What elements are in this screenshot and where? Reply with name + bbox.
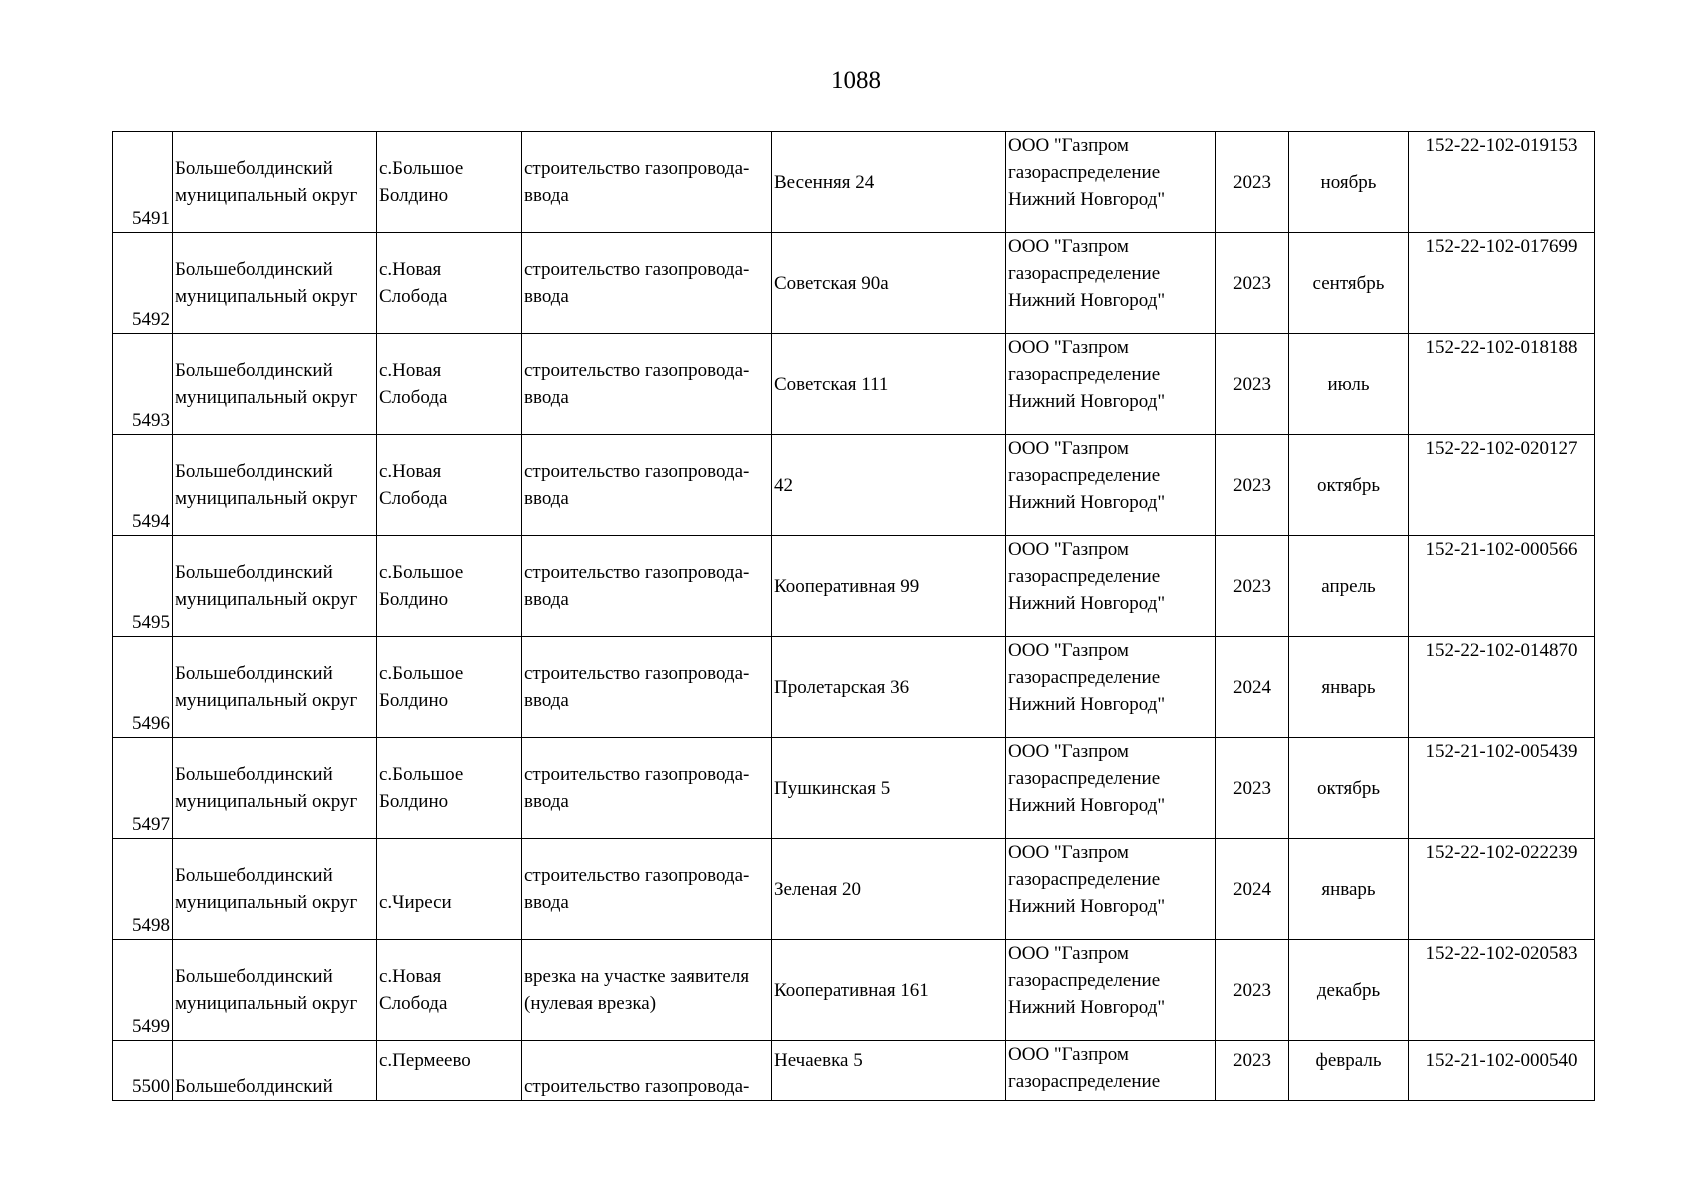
cell-line: Большеболдинский (175, 865, 333, 886)
month-cell (1289, 435, 1409, 536)
organization-cell (1006, 1041, 1216, 1101)
application-code-cell (1409, 435, 1595, 536)
table-row (113, 536, 1595, 637)
address-cell (772, 334, 1006, 435)
cell-line: Нижний Новгород" (1008, 694, 1166, 715)
cell-text: 2023 (1233, 171, 1271, 193)
work-type-cell (522, 536, 772, 637)
settlement-cell (377, 334, 522, 435)
district-cell (173, 132, 377, 233)
cell-line: ввода (524, 589, 569, 610)
cell-line: газораспределение (1008, 667, 1161, 688)
year-cell (1216, 637, 1289, 738)
address-cell (772, 233, 1006, 334)
cell-text: сентябрь (1312, 272, 1385, 294)
settlement-cell (377, 132, 522, 233)
cell-text: 2023 (1233, 1050, 1271, 1071)
cell-text: декабрь (1316, 979, 1381, 1001)
month-cell (1289, 334, 1409, 435)
cell-line: Большеболдинский (175, 259, 333, 280)
cell-text: 152-22-102-019153 (1425, 135, 1578, 156)
cell-line: Нижний Новгород" (1008, 189, 1166, 210)
cell-line: муниципальный округ (175, 993, 358, 1014)
cell-line: строительство газопровода- (524, 461, 750, 482)
month-cell (1289, 132, 1409, 233)
row-number (113, 1041, 173, 1101)
cell-line: газораспределение (1008, 162, 1161, 183)
row-number (113, 132, 173, 233)
settlement-cell (377, 940, 522, 1041)
cell-line: Болдино (379, 791, 449, 812)
cell-line: Слобода (379, 488, 448, 509)
cell-line: Большеболдинский (175, 663, 333, 684)
cell-text: 152-22-102-018188 (1425, 337, 1578, 358)
cell-line: газораспределение (1008, 364, 1161, 385)
address-cell (772, 536, 1006, 637)
row-number (113, 334, 173, 435)
cell-text: 5500 (132, 1076, 170, 1097)
work-type-cell (522, 435, 772, 536)
cell-text: 2023 (1233, 575, 1271, 597)
cell-line: ввода (524, 286, 569, 307)
cell-text: 5495 (132, 612, 170, 633)
district-cell (173, 435, 377, 536)
cell-line: муниципальный округ (175, 387, 358, 408)
work-type-cell (522, 738, 772, 839)
cell-line: Нижний Новгород" (1008, 492, 1166, 513)
address-cell (772, 940, 1006, 1041)
table-row (113, 738, 1595, 839)
cell-line: ввода (524, 488, 569, 509)
cell-text: ноябрь (1320, 171, 1377, 193)
month-cell (1289, 738, 1409, 839)
cell-line: ввода (524, 185, 569, 206)
cell-line: Нижний Новгород" (1008, 896, 1166, 917)
cell-line: с.Новая (379, 966, 442, 987)
row-number (113, 940, 173, 1041)
cell-line: Слобода (379, 286, 448, 307)
cell-text: 152-21-102-000566 (1425, 539, 1578, 560)
cell-line: с.Новая (379, 259, 442, 280)
organization-cell (1006, 435, 1216, 536)
work-type-cell (522, 1041, 772, 1101)
application-code-cell (1409, 940, 1595, 1041)
cell-text: 5491 (132, 208, 170, 229)
cell-line: строительство газопровода- (524, 865, 750, 886)
cell-text: 2024 (1233, 878, 1271, 900)
row-number (113, 233, 173, 334)
cell-text: 2023 (1233, 777, 1271, 799)
cell-text: октябрь (1316, 474, 1381, 496)
cell-line: с.Большое (379, 663, 464, 684)
cell-text: январь (1321, 878, 1376, 900)
cell-line: с.Пермеево (379, 1050, 471, 1071)
year-cell (1216, 132, 1289, 233)
cell-text: 152-21-102-000540 (1425, 1050, 1578, 1071)
cell-line: строительство газопровода- (524, 360, 750, 381)
cell-line: Болдино (379, 589, 449, 610)
year-cell (1216, 940, 1289, 1041)
application-code-cell (1409, 1041, 1595, 1101)
cell-line: строительство газопровода- (524, 1076, 750, 1097)
cell-text: 152-22-102-014870 (1425, 640, 1578, 661)
cell-text: 5494 (132, 511, 170, 532)
settlement-cell (377, 839, 522, 940)
address-cell (772, 1041, 1006, 1101)
cell-text: Кооперативная 161 (774, 979, 929, 1001)
cell-text: Советская 90а (774, 272, 889, 294)
cell-text: 152-21-102-005439 (1425, 741, 1578, 762)
organization-cell (1006, 132, 1216, 233)
application-code-cell (1409, 536, 1595, 637)
district-cell (173, 334, 377, 435)
settlement-cell (377, 536, 522, 637)
district-cell (173, 839, 377, 940)
cell-line: муниципальный округ (175, 791, 358, 812)
district-cell (173, 637, 377, 738)
cell-text: 152-22-102-020583 (1425, 943, 1578, 964)
cell-line: Нижний Новгород" (1008, 391, 1166, 412)
month-cell (1289, 839, 1409, 940)
cell-line: строительство газопровода- (524, 259, 750, 280)
cell-line: с.Большое (379, 562, 464, 583)
organization-cell (1006, 536, 1216, 637)
cell-line: ООО "Газпром (1008, 741, 1129, 762)
cell-text: апрель (1321, 575, 1376, 597)
cell-line: муниципальный округ (175, 286, 358, 307)
cell-text: Нечаевка 5 (774, 1050, 863, 1071)
cell-line: муниципальный округ (175, 589, 358, 610)
cell-line: муниципальный округ (175, 488, 358, 509)
cell-line: Нижний Новгород" (1008, 593, 1166, 614)
cell-line: Большеболдинский (175, 764, 333, 785)
cell-line: ввода (524, 892, 569, 913)
work-type-cell (522, 940, 772, 1041)
cell-text: 5498 (132, 915, 170, 936)
cell-text: 152-22-102-017699 (1425, 236, 1578, 257)
table-row (113, 637, 1595, 738)
address-cell (772, 132, 1006, 233)
cell-line: ООО "Газпром (1008, 438, 1129, 459)
cell-text: 2024 (1233, 676, 1271, 698)
cell-line: Нижний Новгород" (1008, 290, 1166, 311)
cell-line: Слобода (379, 993, 448, 1014)
data-table (112, 131, 1595, 1101)
organization-cell (1006, 334, 1216, 435)
cell-text: Весенняя 24 (774, 171, 875, 193)
cell-line: с.Большое (379, 764, 464, 785)
settlement-cell (377, 435, 522, 536)
work-type-cell (522, 233, 772, 334)
district-cell (173, 1041, 377, 1101)
application-code-cell (1409, 132, 1595, 233)
month-cell (1289, 233, 1409, 334)
cell-text: 5497 (132, 814, 170, 835)
row-number (113, 637, 173, 738)
cell-line: строительство газопровода- (524, 158, 750, 179)
cell-line: ввода (524, 690, 569, 711)
cell-line: Болдино (379, 690, 449, 711)
cell-line: ввода (524, 387, 569, 408)
cell-line: газораспределение (1008, 869, 1161, 890)
cell-line: ООО "Газпром (1008, 1044, 1129, 1065)
district-cell (173, 940, 377, 1041)
cell-text: Зеленая 20 (774, 878, 861, 900)
page-number: 1088 (831, 67, 881, 94)
cell-line: Большеболдинский (175, 158, 333, 179)
settlement-cell (377, 1041, 522, 1101)
row-number (113, 839, 173, 940)
cell-line: муниципальный округ (175, 690, 358, 711)
address-cell (772, 839, 1006, 940)
address-cell (772, 435, 1006, 536)
settlement-cell (377, 233, 522, 334)
cell-line: с.Большое (379, 158, 464, 179)
work-type-cell (522, 637, 772, 738)
cell-line: строительство газопровода- (524, 764, 750, 785)
cell-line: ввода (524, 791, 569, 812)
cell-line: газораспределение (1008, 566, 1161, 587)
cell-line: Слобода (379, 387, 448, 408)
cell-line: Нижний Новгород" (1008, 795, 1166, 816)
cell-line: ООО "Газпром (1008, 539, 1129, 560)
cell-text: июль (1327, 373, 1370, 395)
cell-line (379, 862, 519, 889)
cell-text: 42 (774, 474, 793, 496)
cell-line: газораспределение (1008, 768, 1161, 789)
cell-line: ООО "Газпром (1008, 640, 1129, 661)
organization-cell (1006, 738, 1216, 839)
cell-line: газораспределение (1008, 970, 1161, 991)
year-cell (1216, 738, 1289, 839)
application-code-cell (1409, 334, 1595, 435)
year-cell (1216, 839, 1289, 940)
row-number (113, 738, 173, 839)
cell-line: с.Чиреси (379, 892, 452, 913)
cell-text: Кооперативная 99 (774, 575, 920, 597)
table-row (113, 940, 1595, 1041)
cell-text: 152-22-102-022239 (1425, 842, 1578, 863)
table-row (113, 334, 1595, 435)
cell-line: строительство газопровода- (524, 562, 750, 583)
cell-line: Болдино (379, 185, 449, 206)
cell-line: ООО "Газпром (1008, 337, 1129, 358)
cell-text: январь (1321, 676, 1376, 698)
year-cell (1216, 334, 1289, 435)
organization-cell (1006, 637, 1216, 738)
cell-line: газораспределение (1008, 1071, 1161, 1092)
table-row (113, 435, 1595, 536)
cell-line: газораспределение (1008, 263, 1161, 284)
cell-line: с.Новая (379, 360, 442, 381)
work-type-cell (522, 839, 772, 940)
month-cell (1289, 940, 1409, 1041)
table-row (113, 233, 1595, 334)
district-cell (173, 233, 377, 334)
district-cell (173, 536, 377, 637)
work-type-cell (522, 132, 772, 233)
cell-line: (нулевая врезка) (524, 993, 657, 1014)
row-number (113, 435, 173, 536)
cell-text: февраль (1315, 1050, 1382, 1071)
cell-text: 2023 (1233, 272, 1271, 294)
year-cell (1216, 233, 1289, 334)
cell-line: ООО "Газпром (1008, 842, 1129, 863)
table-row (113, 839, 1595, 940)
cell-text: 2023 (1233, 373, 1271, 395)
month-cell (1289, 1041, 1409, 1101)
district-cell (173, 738, 377, 839)
cell-text: 5492 (132, 309, 170, 330)
organization-cell (1006, 839, 1216, 940)
month-cell (1289, 637, 1409, 738)
cell-text: 5499 (132, 1016, 170, 1037)
table-body (113, 132, 1595, 1101)
month-cell (1289, 536, 1409, 637)
cell-text: Пролетарская 36 (774, 676, 910, 698)
table-row (113, 132, 1595, 233)
table-row (113, 1041, 1595, 1101)
cell-line: ООО "Газпром (1008, 943, 1129, 964)
settlement-cell (377, 738, 522, 839)
cell-line: муниципальный округ (175, 185, 358, 206)
application-code-cell (1409, 738, 1595, 839)
organization-cell (1006, 233, 1216, 334)
cell-line: Большеболдинский (175, 562, 333, 583)
cell-line: Нижний Новгород" (1008, 997, 1166, 1018)
row-number (113, 536, 173, 637)
cell-line: строительство газопровода- (524, 663, 750, 684)
address-cell (772, 637, 1006, 738)
organization-cell (1006, 940, 1216, 1041)
settlement-cell (377, 637, 522, 738)
cell-text: Пушкинская 5 (774, 777, 891, 799)
cell-line: ООО "Газпром (1008, 135, 1129, 156)
cell-text: 5496 (132, 713, 170, 734)
application-code-cell (1409, 839, 1595, 940)
cell-text: 2023 (1233, 979, 1271, 1001)
year-cell (1216, 536, 1289, 637)
cell-line: с.Новая (379, 461, 442, 482)
cell-text: 2023 (1233, 474, 1271, 496)
cell-text: 5493 (132, 410, 170, 431)
application-code-cell (1409, 233, 1595, 334)
cell-line: Большеболдинский (175, 966, 333, 987)
cell-text: октябрь (1316, 777, 1381, 799)
cell-line: Большеболдинский (175, 461, 333, 482)
application-code-cell (1409, 637, 1595, 738)
cell-text: Советская 111 (774, 373, 889, 395)
cell-line: Большеболдинский (175, 360, 333, 381)
year-cell (1216, 435, 1289, 536)
cell-line: врезка на участке заявителя (524, 966, 750, 987)
year-cell (1216, 1041, 1289, 1101)
address-cell (772, 738, 1006, 839)
cell-line: муниципальный округ (175, 892, 358, 913)
work-type-cell (522, 334, 772, 435)
cell-line: Большеболдинский (175, 1076, 333, 1097)
cell-text: 152-22-102-020127 (1425, 438, 1578, 459)
cell-line: ООО "Газпром (1008, 236, 1129, 257)
cell-line: газораспределение (1008, 465, 1161, 486)
